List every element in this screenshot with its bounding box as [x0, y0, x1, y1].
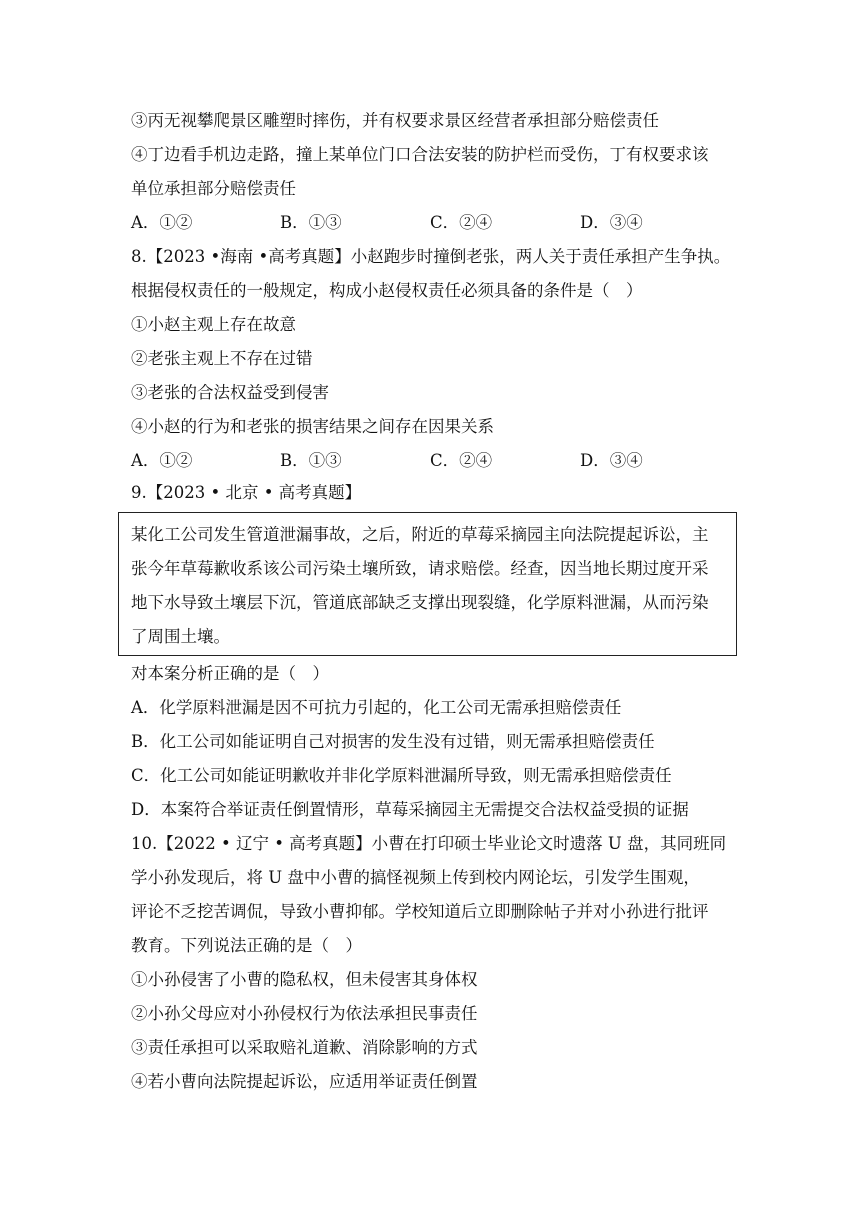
q10-item-3: ③责任承担可以采取赔礼道歉、消除影响的方式 — [131, 1038, 478, 1057]
q10-item-2: ②小孙父母应对小孙侵权行为依法承担民事责任 — [131, 1004, 478, 1023]
q9-material-line-2: 张今年草莓歉收系该公司污染土壤所致，请求赔偿。经查，因当地长期过度开采 — [131, 559, 709, 578]
q8-item-3: ③老张的合法权益受到侵害 — [131, 383, 329, 402]
q7-statement-3: ③丙无视攀爬景区雕塑时摔伤，并有权要求景区经营者承担部分赔偿责任 — [131, 111, 659, 130]
q9-choice-c: C．化工公司如能证明歉收并非化学原料泄漏所导致，则无需承担赔偿责任 — [131, 766, 672, 785]
q7-option-d: D．③④ — [580, 213, 643, 232]
q10-stem-line-3: 评论不乏挖苦调侃，导致小曹抑郁。学校知道后立即删除帖子并对小孙进行批评 — [131, 902, 709, 921]
q7-statement-4-line-2: 单位承担部分赔偿责任 — [131, 179, 296, 198]
q9-material-line-1: 某化工公司发生管道泄漏事故，之后，附近的草莓采摘园主向法院提起诉讼，主 — [131, 525, 709, 544]
q7-statement-4-line-1: ④丁边看手机边走路，撞上某单位门口合法安装的防护栏而受伤，丁有权要求该 — [131, 145, 709, 164]
q10-item-1: ①小孙侵害了小曹的隐私权，但未侵害其身体权 — [131, 970, 478, 989]
q10-stem-line-1: 10.【2022 • 辽宁 • 高考真题】小曹在打印硕士毕业论文时遗落 U 盘，其同班同 — [131, 834, 727, 853]
q8-stem-line-1: 8.【2023 •海南 •高考真题】小赵跑步时撞倒老张，两人关于责任承担产生争执。 — [131, 247, 731, 266]
q8-option-c: C．②④ — [430, 451, 493, 470]
q9-choice-d: D．本案符合举证责任倒置情形，草莓采摘园主无需提交合法权益受损的证据 — [131, 800, 689, 819]
q10-stem-line-4: 教育。下列说法正确的是（ ） — [131, 936, 362, 955]
q8-stem-line-2: 根据侵权责任的一般规定，构成小赵侵权责任必须具备的条件是（ ） — [131, 281, 643, 300]
q8-option-b: B．①③ — [280, 451, 342, 470]
q9-material-line-4: 了周围土壤。 — [131, 627, 230, 646]
q8-item-1: ①小赵主观上存在故意 — [131, 315, 296, 334]
q7-option-b: B．①③ — [280, 213, 342, 232]
q9-choice-b: B．化工公司如能证明自己对损害的发生没有过错，则无需承担赔偿责任 — [131, 732, 655, 751]
q8-option-a: A．①② — [131, 451, 193, 470]
q7-option-a: A．①② — [131, 213, 193, 232]
q9-material-line-3: 地下水导致土壤层下沉，管道底部缺乏支撑出现裂缝，化学原料泄漏，从而污染 — [131, 593, 709, 612]
q9-choice-a: A．化学原料泄漏是因不可抗力引起的，化工公司无需承担赔偿责任 — [131, 698, 622, 717]
q9-header: 9.【2023 • 北京 • 高考真题】 — [131, 483, 362, 502]
q7-option-c: C．②④ — [430, 213, 493, 232]
q10-item-4: ④若小曹向法院提起诉讼，应适用举证责任倒置 — [131, 1072, 478, 1091]
q8-option-d: D．③④ — [580, 451, 643, 470]
q9-material-box — [118, 512, 737, 656]
q8-item-2: ②老张主观上不存在过错 — [131, 349, 313, 368]
q8-item-4: ④小赵的行为和老张的损害结果之间存在因果关系 — [131, 417, 494, 436]
q10-stem-line-2: 学小孙发现后，将 U 盘中小曹的搞怪视频上传到校内网论坛，引发学生围观， — [131, 868, 700, 887]
q9-question: 对本案分析正确的是（ ） — [131, 664, 329, 683]
